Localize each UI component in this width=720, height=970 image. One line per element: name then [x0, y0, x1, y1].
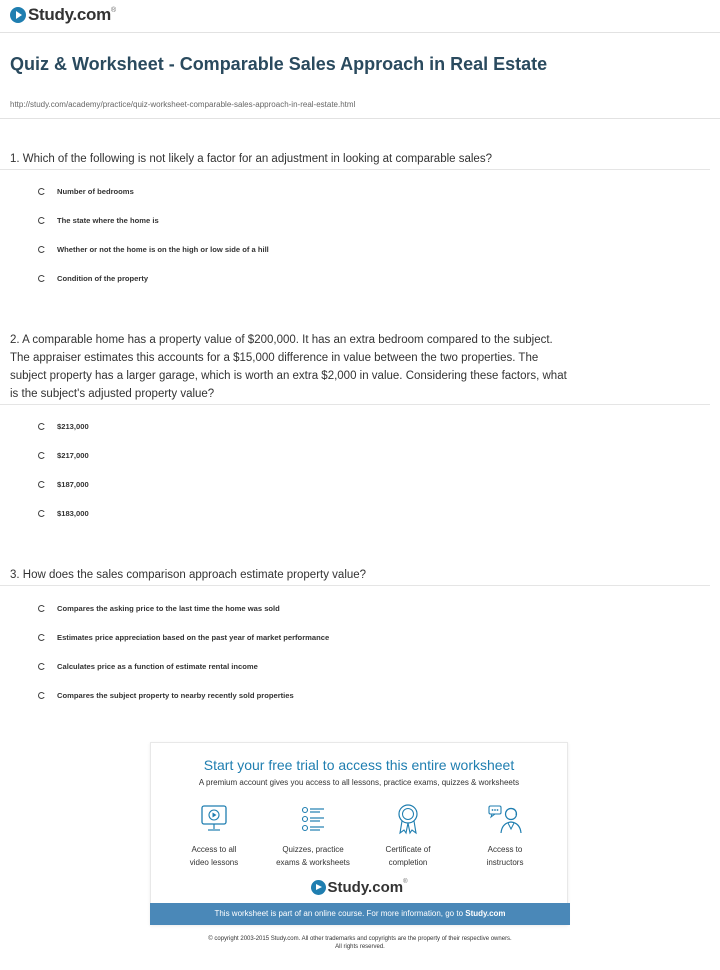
play-circle-icon [10, 7, 26, 23]
promo-study-logo[interactable] [151, 879, 567, 896]
promo-title[interactable]: Start your free trial to access this entire worksheet [203, 757, 515, 773]
question-2: 2. A comparable home has a property value of $200,000. It has an extra bedroom compared to the subject. The appraiser estimates this accounts for a $15,000 difference in value between the two properties. The subject property has a larger garage, which is worth an extra $2,000 in value. Considering these factors, what is the subject's adjusted property value? [10, 334, 567, 400]
promo-logo-text: Study.com [327, 879, 404, 896]
feature-label: video lessons [189, 858, 239, 867]
feature-label: instructors [486, 858, 524, 867]
play-circle-icon [311, 880, 326, 895]
option-label: Whether or not the home is on the high or low side of a hill [57, 244, 269, 254]
page-url: http://study.com/academy/practice/quiz-worksheet-comparable-sales-approach-in-real-estate.html [10, 100, 356, 109]
feature-label: Access to [487, 845, 523, 854]
free-trial-promo [150, 742, 568, 925]
radio-icon[interactable] [38, 275, 45, 282]
option-label: Compares the subject property to nearby recently sold properties [57, 690, 294, 700]
q2-option-2[interactable] [38, 448, 89, 462]
option-label: Compares the asking price to the last time the home was sold [57, 603, 280, 613]
q1-option-4[interactable] [38, 271, 148, 285]
radio-icon[interactable] [38, 452, 45, 459]
video-lesson-icon [199, 803, 229, 835]
radio-icon[interactable] [38, 188, 45, 195]
certificate-icon [393, 803, 423, 835]
option-label: $187,000 [57, 479, 89, 489]
feature-label: Quizzes, practice [282, 845, 344, 854]
promo-info-bar [150, 903, 570, 925]
radio-icon[interactable] [38, 605, 45, 612]
rights-line: All rights reserved. [335, 944, 385, 950]
promo-bar-link[interactable]: Study.com [465, 909, 506, 918]
feature-label: Access to all [191, 845, 237, 854]
feature-label: completion [388, 858, 428, 867]
option-label: Calculates price as a function of estimate rental income [57, 661, 258, 671]
q3-option-4[interactable] [38, 688, 294, 702]
question-2-divider [0, 404, 710, 405]
trademark-symbol: ® [403, 879, 408, 885]
study-logo[interactable] [10, 5, 116, 25]
copyright-footer [0, 935, 720, 951]
trademark-symbol: ® [110, 7, 117, 14]
radio-icon[interactable] [38, 481, 45, 488]
q1-option-1[interactable] [38, 184, 134, 198]
q3-option-1[interactable] [38, 601, 280, 615]
q2-option-1[interactable] [38, 419, 89, 433]
q1-option-2[interactable] [38, 213, 159, 227]
q1-option-3[interactable] [38, 242, 269, 256]
radio-icon[interactable] [38, 663, 45, 670]
question-3-divider [0, 585, 710, 586]
question-1-divider [0, 169, 710, 170]
radio-icon[interactable] [38, 246, 45, 253]
logo-text: Study.com [28, 5, 111, 24]
feature-video-lessons [164, 803, 264, 869]
copyright-line: © copyright 2003-2015 Study.com. All other trademarks and copyrights are the property of their respective owners. [208, 936, 512, 942]
feature-label: exams & worksheets [276, 858, 350, 867]
option-label: Estimates price appreciation based on the past year of market performance [57, 632, 330, 642]
option-label: $217,000 [57, 450, 89, 460]
page-title: Quiz & Worksheet - Comparable Sales Approach in Real Estate [10, 54, 548, 74]
promo-bar-text: This worksheet is part of an online course. For more information, go to [214, 909, 466, 918]
question-3: 3. How does the sales comparison approach estimate property value? [10, 569, 367, 581]
option-label: The state where the home is [57, 215, 159, 225]
feature-certificate [358, 803, 458, 869]
radio-icon[interactable] [38, 634, 45, 641]
title-divider [0, 118, 720, 119]
option-label: $183,000 [57, 508, 89, 518]
question-1: 1. Which of the following is not likely a factor for an adjustment in looking at comparable sales? [10, 153, 492, 165]
radio-icon[interactable] [38, 692, 45, 699]
quiz-list-icon [298, 803, 328, 835]
radio-icon[interactable] [38, 217, 45, 224]
instructor-icon [487, 803, 523, 835]
header-divider [0, 32, 720, 33]
radio-icon[interactable] [38, 423, 45, 430]
option-label: $213,000 [57, 421, 89, 431]
q3-option-3[interactable] [38, 659, 258, 673]
feature-label: Certificate of [385, 845, 431, 854]
feature-quizzes [263, 803, 363, 869]
promo-subtitle: A premium account gives you access to all lessons, practice exams, quizzes & worksheets [198, 778, 520, 787]
q3-option-2[interactable] [38, 630, 329, 644]
radio-icon[interactable] [38, 510, 45, 517]
feature-instructors [455, 803, 555, 869]
q2-option-3[interactable] [38, 477, 89, 491]
option-label: Condition of the property [57, 273, 149, 283]
option-label: Number of bedrooms [57, 186, 134, 196]
q2-option-4[interactable] [38, 506, 89, 520]
